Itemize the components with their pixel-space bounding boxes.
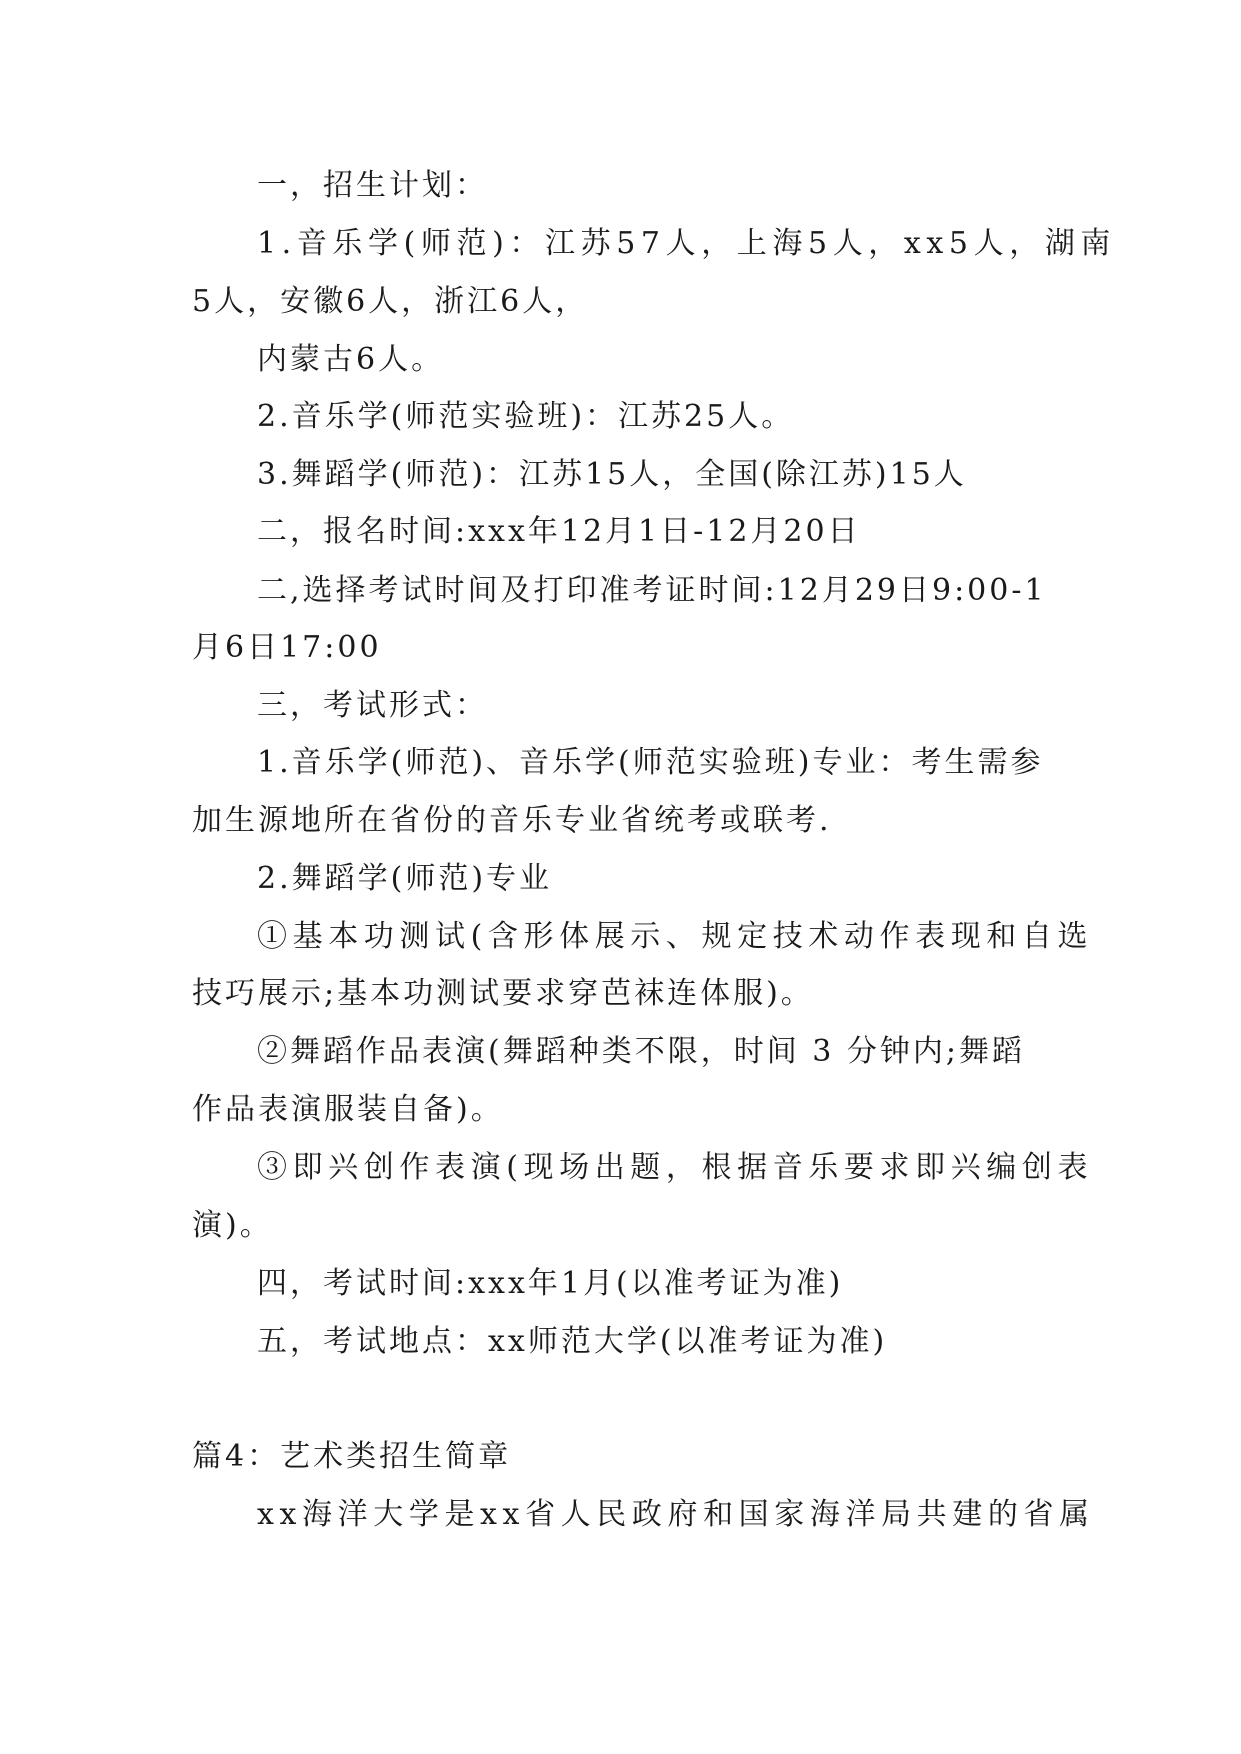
section-heading: 五，考试地点：xx师范大学(以准考证为准): [257, 1324, 888, 1359]
section-heading: 三，考试形式：: [257, 688, 488, 723]
paragraph-line: ①基本功测试(含形体展示、规定技术动作表现和自选: [257, 919, 1094, 954]
article-title: 篇4：艺术类招生简章: [192, 1439, 512, 1474]
paragraph-line: 演)。: [192, 1208, 273, 1243]
paragraph-line: 二，报名时间:xxx年12月1日-12月20日: [257, 514, 861, 549]
section-heading: 四，考试时间:xxx年1月(以准考证为准): [257, 1266, 844, 1301]
paragraph-line: 月6日17:00: [192, 630, 382, 665]
paragraph-line: 作品表演服装自备)。: [192, 1092, 504, 1127]
paragraph-line: ③即兴创作表演(现场出题，根据音乐要求即兴编创表: [257, 1150, 1094, 1185]
paragraph-line: 1.音乐学(师范)、音乐学(师范实验班)专业：考生需参: [257, 745, 1044, 780]
paragraph-line: ②舞蹈作品表演(舞蹈种类不限，时间 3 分钟内;舞蹈: [257, 1034, 1025, 1069]
paragraph-line: 2.舞蹈学(师范)专业: [257, 861, 553, 896]
paragraph-line: 5人，安徽6人，浙江6人，: [192, 284, 589, 319]
paragraph-line: 二,选择考试时间及打印准考证时间:12月29日9:00-1: [257, 573, 1047, 608]
paragraph-line: 1.音乐学(师范)：江苏57人，上海5人，xx5人，湖南: [257, 226, 1117, 261]
paragraph-line: 内蒙古6人。: [257, 342, 445, 377]
paragraph-line: 技巧展示;基本功测试要求穿芭袜连体服)。: [192, 976, 814, 1011]
paragraph-line: 3.舞蹈学(师范)：江苏15人，全国(除江苏)15人: [257, 457, 967, 492]
paragraph-line: 加生源地所在省份的音乐专业省统考或联考.: [192, 803, 832, 838]
paragraph-line: xx海洋大学是xx省人民政府和国家海洋局共建的省属: [257, 1497, 1095, 1532]
paragraph-line: 2.音乐学(师范实验班)：江苏25人。: [257, 399, 795, 434]
section-heading: 一，招生计划：: [257, 168, 488, 203]
